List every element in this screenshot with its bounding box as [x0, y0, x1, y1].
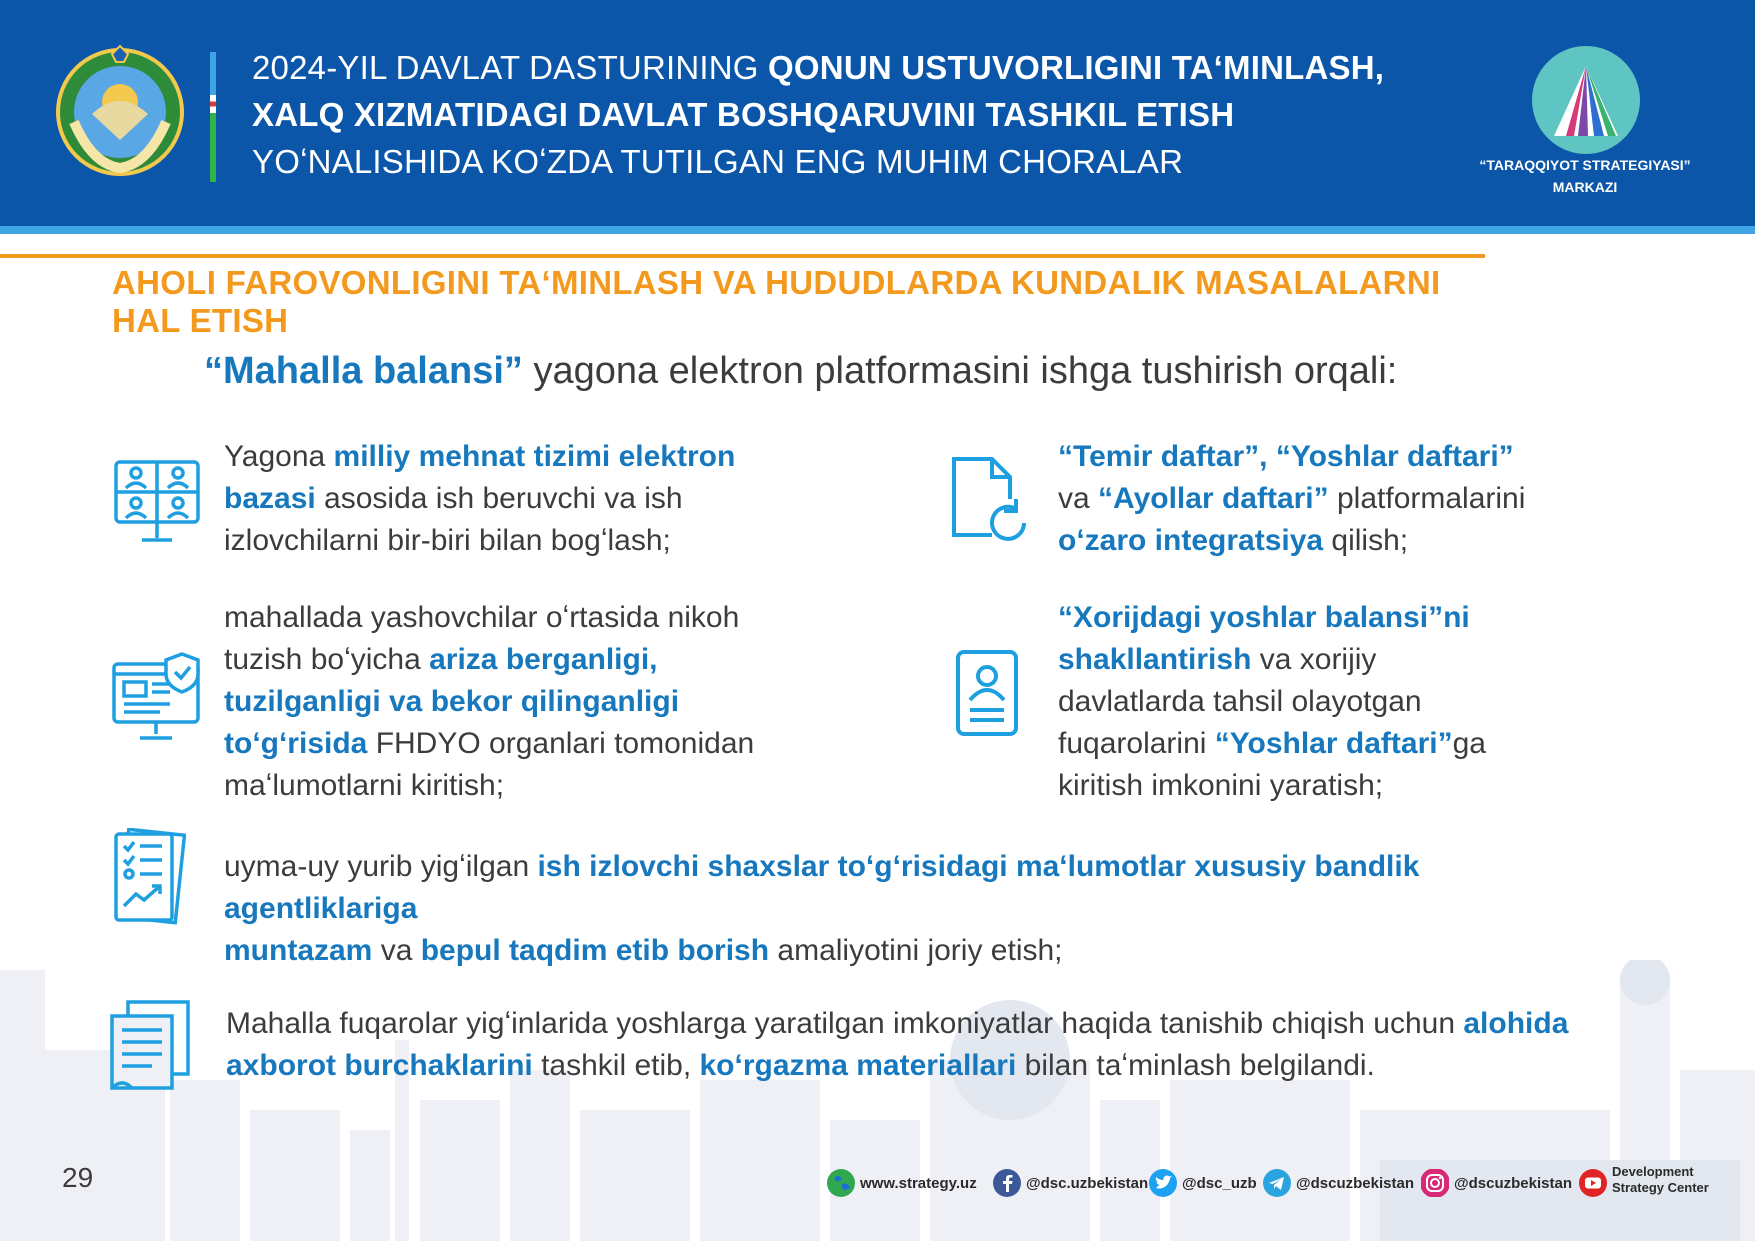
page-number: 29: [62, 1162, 94, 1193]
logo-caption: “TARAQQIYOT STRATEGIYASI” MARKAZI: [1479, 157, 1691, 195]
globe-icon: [826, 1168, 856, 1198]
item-daftar-integratsiya: “Temir daftar”, “Yoshlar daftari” va “Ayollar daftari” platformalarini oʻzaro integratsiya qilish;: [1058, 440, 1526, 557]
section-title: AHOLI FAROVONLIGINI TAʻMINLASH VA HUDUDLARDA KUNDALIK MASALALARNI HAL ETISH: [112, 264, 1441, 339]
telegram-icon: [1262, 1168, 1292, 1198]
secure-web-monitor-icon: [110, 652, 204, 746]
twitter-icon: [1148, 1168, 1178, 1198]
youtube-icon[interactable]: [1578, 1168, 1608, 1198]
development-strategy-center-brand: Development Strategy Center: [1612, 1164, 1709, 1195]
facebook-link[interactable]: @dsc.uzbekistan: [992, 1167, 1148, 1199]
item-axborot-burchaklari: Mahalla fuqarolar yigʻinlarida yoshlarga yaratilgan imkoniyatlar haqida tanishib chiqish uchun alohida axborot burchaklarini tashkil etib, koʻrgazma materiallari bilan taʻminlash belgilandi.: [226, 1007, 1569, 1082]
item-mehnat-tizimi: Yagona milliy mehnat tizimi elektron bazasi asosida ish beruvchi va ish izlovchilarni bir-biri bilan bogʻlash;: [224, 440, 736, 557]
flag-color-bar: [210, 52, 216, 182]
page-title: 2024-YIL DAVLAT DASTURINING QONUN USTUVORLIGINI TAʻMINLASH, XALQ XIZMATIDAGI DAVLAT BOSHQARUVINI TASHKIL ETISH YOʻNALISHIDA KOʻZDA TUTILGAN ENG MUHIM CHORALAR: [252, 49, 1385, 180]
checklist-chart-icon: [110, 828, 186, 926]
instagram-icon: [1420, 1168, 1450, 1198]
document-sync-icon: [948, 455, 1028, 547]
facebook-icon: [992, 1168, 1022, 1198]
instagram-link[interactable]: @dscuzbekistan: [1420, 1167, 1572, 1199]
item-bandlik-agentliklari: uyma-uy yurib yigʻilgan ish izlovchi shaxslar toʻgʻrisidagi maʻlumotlar xususiy bandlik agentliklariga muntazam va bepul taqdim etib borish amaliyotini joriy etish;: [224, 850, 1420, 967]
header-stripe: [0, 226, 1755, 234]
website-link[interactable]: www.strategy.uz: [826, 1167, 977, 1199]
item-nikoh-arizalar: mahallada yashovchilar oʻrtasida nikoh tuzish boʻyicha ariza berganligi, tuzilganligi va bekor qilinganligi toʻgʻrisida FHDYO organlari tomonidan maʻlumotlarni kiritish;: [224, 601, 755, 802]
id-card-icon: [954, 648, 1020, 738]
state-emblem-icon: [52, 44, 188, 180]
strategy-center-logo: [1530, 44, 1642, 156]
video-conference-monitor-icon: [112, 458, 202, 548]
subtitle: “Mahalla balansi” yagona elektron platformasini ishga tushirish orqali:: [204, 350, 1398, 392]
telegram-link[interactable]: @dscuzbekistan: [1262, 1167, 1414, 1199]
section-divider: [0, 254, 1485, 258]
twitter-link[interactable]: @dsc_uzb: [1148, 1167, 1257, 1199]
item-xorijdagi-yoshlar: “Xorijdagi yoshlar balansi”ni shakllantirish va xorijiy davlatlarda tahsil olayotgan fuqarolarini “Yoshlar daftari”ga kiritish imkonini yaratish;: [1058, 601, 1486, 802]
documents-stack-icon: [108, 998, 194, 1092]
